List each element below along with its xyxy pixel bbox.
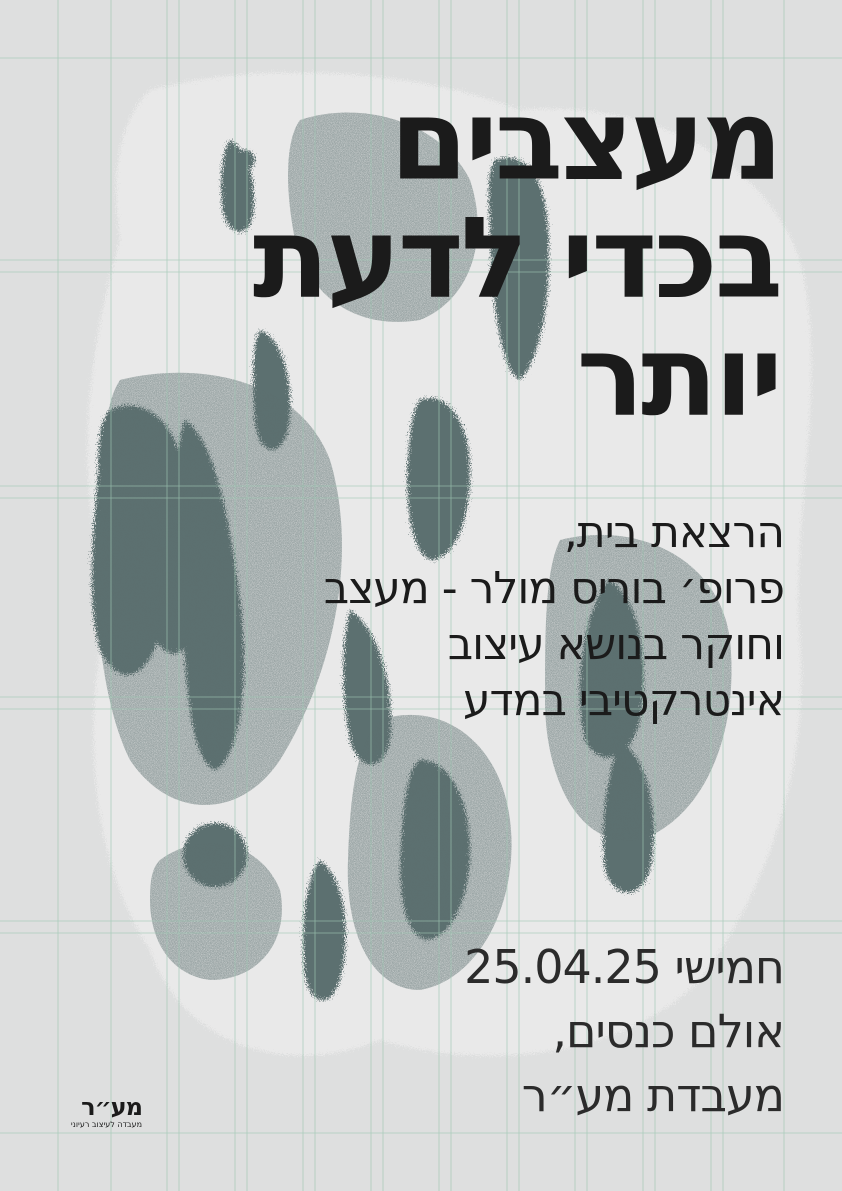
event-organizer: מעבדת מע״ר bbox=[521, 1068, 784, 1122]
lab-logo bbox=[58, 1094, 142, 1130]
event-details bbox=[224, 935, 784, 1127]
subtitle-line-4: אינטרקטיבי במדע bbox=[463, 675, 784, 726]
subtitle-line-1: הרצאת בית, bbox=[563, 507, 784, 558]
logo-mark: מע״ר bbox=[81, 1093, 142, 1121]
logo-tagline: מעבדה לעיצוב רעיוני bbox=[70, 1120, 142, 1129]
headline bbox=[20, 76, 780, 442]
event-venue: אולם כנסים, bbox=[552, 1004, 784, 1058]
subtitle-line-3: וחוקר בנושא עיצוב bbox=[447, 619, 784, 670]
subtitle-line-2: פרופ׳ בוריס מולר - מעצב bbox=[323, 563, 784, 614]
headline-line-2: בכדי לדעת bbox=[252, 194, 780, 324]
headline-line-1: מעצבים bbox=[389, 76, 780, 206]
event-date: חמישי 25.04.25 bbox=[464, 940, 784, 994]
lecture-description bbox=[64, 505, 784, 729]
headline-line-3: יותר bbox=[576, 312, 780, 442]
